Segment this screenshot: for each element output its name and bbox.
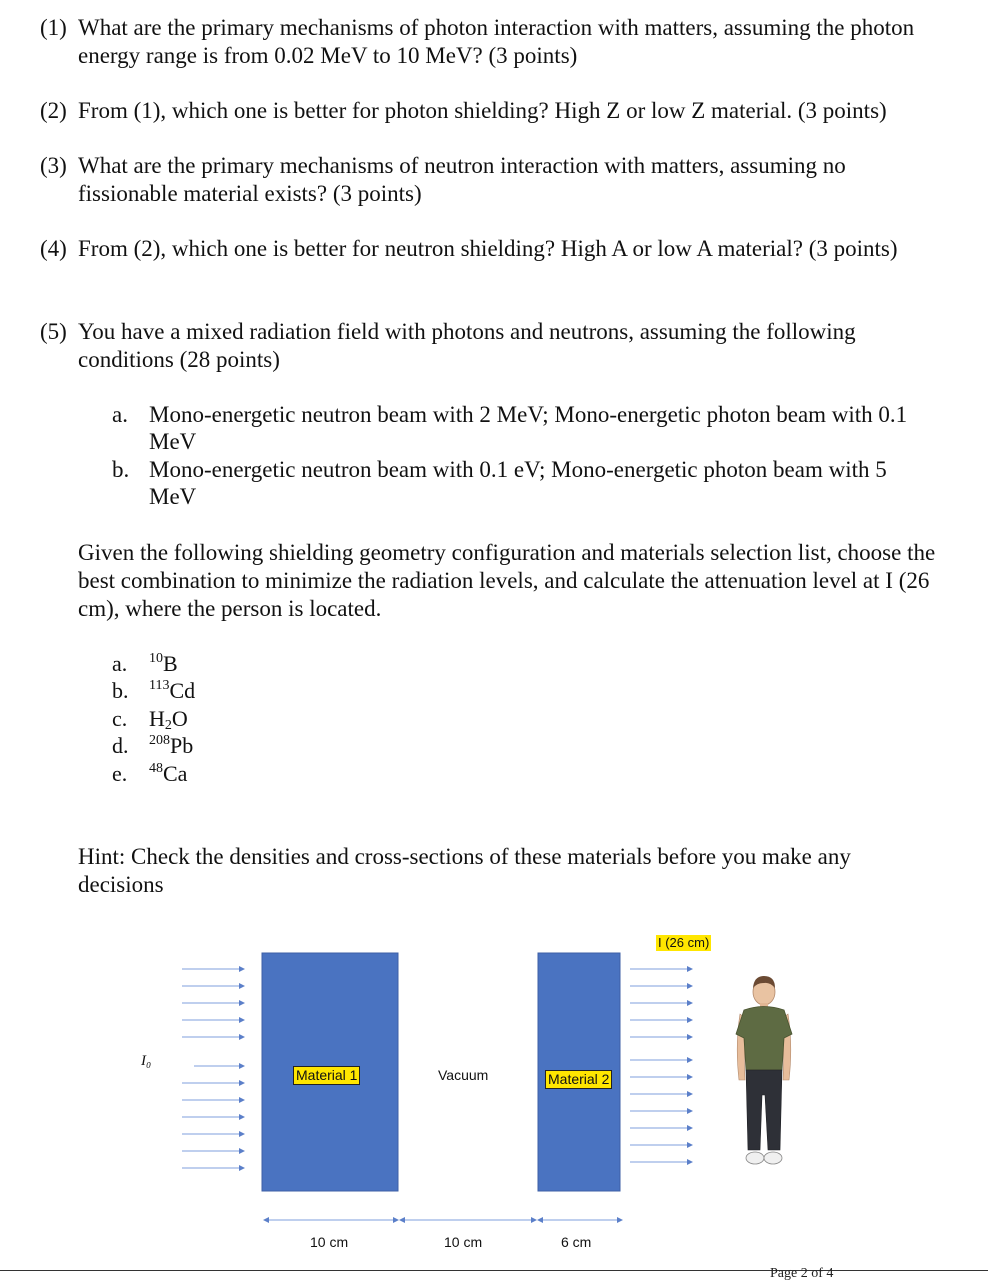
source-intensity-label: I₀ — [141, 1053, 152, 1069]
question-text: What are the primary mechanisms of photon interaction with matters, assuming the photon energy range is from 0.02 MeV to 10 MeV? (3 points) — [78, 15, 915, 68]
page-bottom-rule — [0, 1270, 988, 1271]
question-number: (5) — [40, 319, 67, 344]
material-2-label: Material 2 — [545, 1070, 612, 1089]
dimension-label-material-1: 10 cm — [310, 1234, 349, 1250]
question-number: (2) — [40, 98, 67, 123]
question-text: From (1), which one is better for photon shielding? High Z or low Z material. (3 points) — [78, 98, 887, 123]
question-number: (1) — [40, 15, 67, 40]
transmitted-beam-arrows — [630, 969, 692, 1162]
dimension-label-vacuum: 10 cm — [444, 1234, 483, 1250]
material-formula: $H_2O$ — [149, 706, 188, 733]
detector-position-label: I (26 cm) — [658, 935, 710, 950]
material-formula: $^{208}$Pb — [149, 733, 194, 758]
question-number: (3) — [40, 153, 67, 178]
question-number: (4) — [40, 236, 67, 261]
condition-letter: b. — [112, 457, 130, 482]
given-paragraph: Given the following shielding geometry configuration and materials selection list, choose the best combination to minimize the radiation levels, and calculate the attenuation level at I (26 cm), where the person is located. — [78, 540, 936, 621]
material-1-label: Material 1 — [293, 1066, 360, 1085]
condition-text: Mono-energetic neutron beam with 0.1 eV; Mono-energetic photon beam with 5 MeV — [149, 457, 887, 509]
vacuum-label: Vacuum — [438, 1067, 489, 1083]
condition-letter: a. — [112, 402, 128, 427]
condition-text: Mono-energetic neutron beam with 2 MeV; Mono-energetic photon beam with 0.1 MeV — [149, 402, 908, 454]
page-footer: Page 2 of 4 — [770, 1266, 834, 1281]
question-text: You have a mixed radiation field with photons and neutrons, assuming the following conditions (28 points) — [78, 319, 856, 372]
material-letter: b. — [112, 678, 129, 703]
material-letter: d. — [112, 733, 129, 758]
incident-beam-arrows — [182, 969, 244, 1168]
material-formula: $^{48}$Ca — [149, 761, 188, 786]
material-formula: $^{10}$B — [149, 651, 178, 676]
dimension-label-material-2: 6 cm — [561, 1234, 592, 1250]
hint-text: Hint: Check the densities and cross-sections of these materials before you make any decisions — [78, 844, 851, 897]
question-text: What are the primary mechanisms of neutron interaction with matters, assuming no fissionable material exists? (3 points) — [78, 153, 846, 206]
material-letter: e. — [112, 761, 128, 786]
question-text: From (2), which one is better for neutron shielding? High A or low A material? (3 points) — [78, 236, 898, 261]
person-icon — [736, 976, 792, 1164]
material-letter: a. — [112, 651, 128, 676]
material-letter: c. — [112, 706, 128, 731]
material-formula: $^{113}$Cd — [149, 678, 196, 703]
